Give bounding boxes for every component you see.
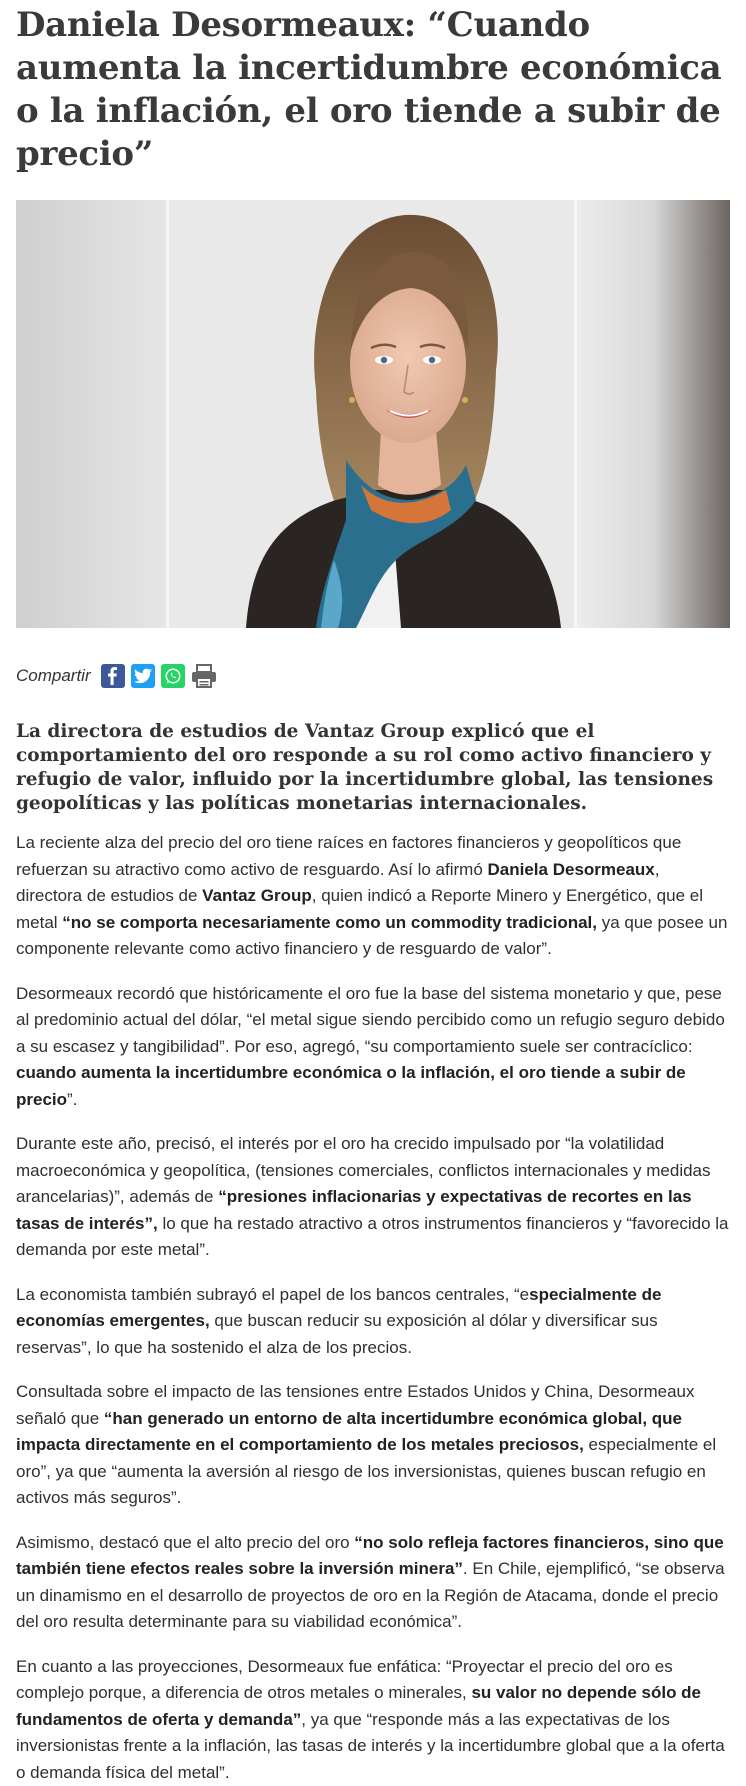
paragraph-7: En cuanto a las proyecciones, Desormeaux fue enfática: “Proyectar el precio del oro es complejo porque, a diferencia de otros metales o minerales, su valor no depende sólo de fundamentos de oferta y demanda”, ya que “responde más a las expectativas de los inversionistas frente a la inflación, las tasas de interés y la incertidumbre global que a la oferta o demanda física del metal”.: [16, 1654, 730, 1786]
whatsapp-icon[interactable]: [161, 664, 185, 688]
paragraph-1: La reciente alza del precio del oro tiene raíces en factores financieros y geopolíticos que refuerzan su atractivo como activo de resguardo. Así lo afirmó Daniela Desormeaux, directora de estudios de Vantaz Group, quien indicó a Reporte Minero y Energético, que el metal “no se comporta necesariamente como un commodity tradicional, ya que posee un componente relevante como activo financiero y de resguardo de valor”.: [16, 830, 730, 963]
paragraph-2: Desormeaux recordó que históricamente el oro fue la base del sistema monetario y que, pese al predominio actual del dólar, “el metal sigue siendo percibido como un refugio seguro debido a su escasez y tangibilidad”. Por eso, agregó, “su comportamiento suele ser contracíclico: cuando aumenta la incertidumbre económica o la inflación, el oro tiende a subir de precio”.: [16, 981, 730, 1114]
headline: Daniela Desormeaux: “Cuando aumenta la incertidumbre económica o la inflación, el oro tiende a subir de precio”: [16, 0, 730, 176]
facebook-icon[interactable]: [101, 664, 125, 688]
paragraph-6: Asimismo, destacó que el alto precio del oro “no solo refleja factores financieros, sino que también tiene efectos reales sobre la inversión minera”. En Chile, ejemplificó, “se observa un dinamismo en el desarrollo de proyectos de oro en la Región de Atacama, donde el precio del oro resulta determinante para su viabilidad económica”.: [16, 1530, 730, 1636]
hero-photo: [16, 200, 730, 628]
paragraph-4: La economista también subrayó el papel de los bancos centrales, “especialmente de economías emergentes, que buscan reducir su exposición al dólar y diversificar sus reservas”, lo que ha sostenido el alza de los precios.: [16, 1282, 730, 1362]
share-bar: [16, 662, 730, 690]
paragraph-5: Consultada sobre el impacto de las tensiones entre Estados Unidos y China, Desormeaux señaló que “han generado un entorno de alta incertidumbre económica global, que impacta directamente en el comportamiento de los metales preciosos, especialmente el oro”, ya que “aumenta la aversión al riesgo de los inversionistas, quienes buscan refugio en activos más seguros”.: [16, 1379, 730, 1512]
printer-icon[interactable]: [191, 664, 217, 688]
paragraph-3: Durante este año, precisó, el interés por el oro ha crecido impulsado por “la volatilidad macroeconómica y geopolítica, (tensiones comerciales, conflictos internacionales y medidas arancelarias)”, además de “presiones inflacionarias y expectativas de recortes en las tasas de interés”, lo que ha restado atractivo a otros instrumentos financieros y “favorecido la demanda por este metal”.: [16, 1131, 730, 1264]
article-lead: La directora de estudios de Vantaz Group explicó que el comportamiento del oro responde a su rol como activo financiero y refugio de valor, influido por la incertidumbre global, las tensiones geopolíticas y las políticas monetarias internacionales.: [16, 720, 730, 816]
share-label: Compartir: [16, 666, 91, 686]
portrait-illustration: [16, 200, 730, 628]
twitter-icon[interactable]: [131, 664, 155, 688]
